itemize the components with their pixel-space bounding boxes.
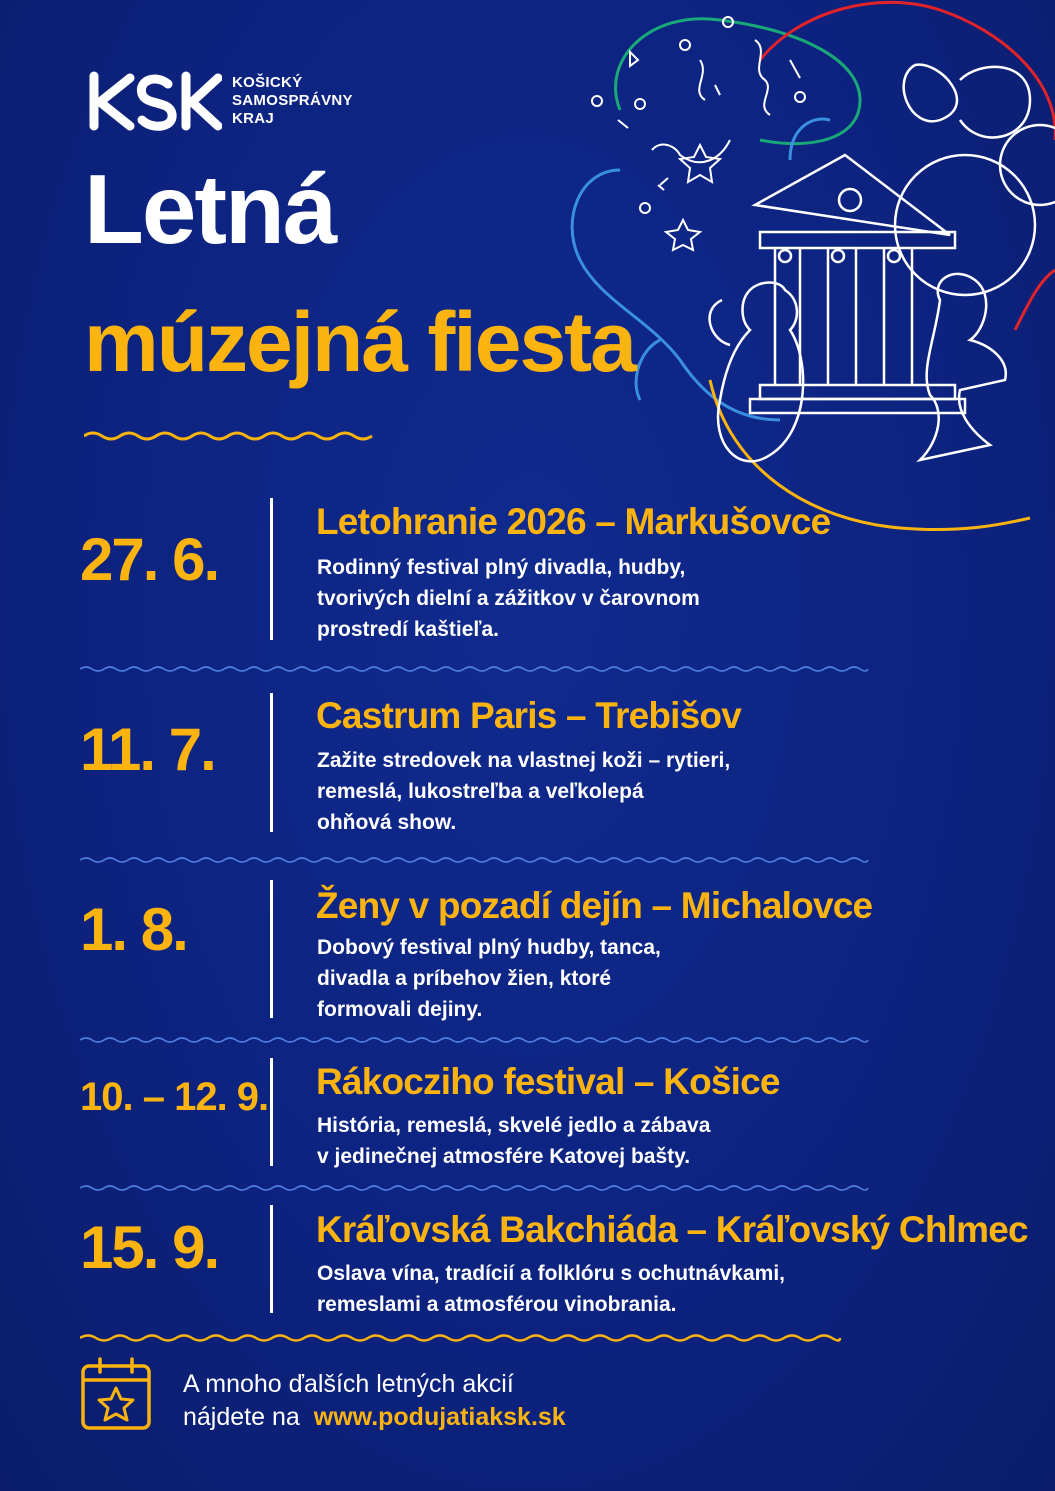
event-desc-line: História, remeslá, skvelé jedlo a zábava (317, 1114, 711, 1137)
website-link[interactable]: www.podujatiaksk.sk (313, 1403, 566, 1431)
footer-line1: A mnoho ďalších letných akcií (183, 1370, 514, 1398)
blue-arc-2 (636, 340, 660, 400)
footer-line2-prefix: nájdete na (183, 1403, 300, 1431)
event-date: 11. 7. (80, 716, 215, 783)
white-loops (904, 65, 1030, 138)
event-date: 1. 8. (80, 896, 187, 963)
event-desc-line: Rodinný festival plný divadla, hudby, (317, 556, 686, 579)
event-desc-line: prostredí kaštieľa. (317, 618, 499, 641)
footer-wave-divider (80, 1330, 845, 1346)
footer-text (183, 1368, 566, 1434)
event-date: 27. 6. (80, 526, 219, 593)
event-divider-line (270, 1205, 273, 1313)
red-arc-2 (1015, 270, 1055, 330)
logo-line: KOŠICKÝ (232, 74, 303, 91)
green-arc (616, 19, 860, 144)
event-desc-line: Dobový festival plný hudby, tanca, (317, 936, 661, 959)
title-wave-divider (84, 428, 374, 444)
event-divider-line (270, 498, 273, 640)
event-title: Rákocziho festival – Košice (316, 1061, 780, 1102)
ksk-logo-mark (86, 66, 222, 136)
event-description (317, 745, 730, 838)
event-separator (80, 854, 870, 866)
event-desc-line: Zažite stredovek na vlastnej koži – rytieri, (317, 749, 731, 772)
event-desc-line: formovali dejiny. (317, 998, 483, 1021)
event-title: Letohranie 2026 – Markušovce (316, 501, 831, 542)
page-title-line2: múzejná fiesta (84, 295, 635, 389)
ksk-logo (86, 66, 353, 136)
temple-icon (750, 155, 965, 413)
footer-line2 (183, 1401, 566, 1434)
event-title: Kráľovská Bakchiáda – Kráľovský Chlmec (316, 1209, 1028, 1250)
logo-line: SAMOSPRÁVNY (232, 92, 353, 109)
event-date: 15. 9. (80, 1214, 219, 1281)
event-description (317, 1110, 710, 1172)
event-title: Castrum Paris – Trebišov (316, 695, 741, 736)
event-desc-line: divadla a príbehov žien, ktoré (317, 967, 612, 990)
event-desc-line: tvorivých dielní a zážitkov v čarovnom (317, 587, 700, 610)
event-desc-line: remeslá, lukostreľba a veľkolepá (317, 780, 644, 803)
bust-icon (920, 274, 1006, 460)
event-title: Ženy v pozadí dejín – Michalovce (316, 885, 873, 926)
event-desc-line: remeslami a atmosférou vinobrania. (317, 1293, 677, 1316)
museum-illustration (560, 0, 1055, 540)
event-date: 10. – 12. 9. (80, 1075, 269, 1119)
event-description (317, 1258, 785, 1320)
event-desc-line: v jedinečnej atmosfére Katovej bašty. (317, 1145, 691, 1168)
event-divider-line (270, 693, 273, 832)
vase-icon (710, 283, 804, 462)
event-divider-line (270, 1058, 273, 1166)
event-description (317, 932, 661, 1025)
confetti (592, 17, 805, 250)
event-description (317, 552, 700, 645)
logo-line: KRAJ (232, 110, 275, 127)
event-desc-line: Oslava vína, tradícií a folklóru s ochutnávkami, (317, 1262, 785, 1285)
event-separator (80, 663, 870, 675)
event-separator (80, 1182, 870, 1194)
page-title-line1: Letná (84, 154, 336, 264)
calendar-star-icon (80, 1356, 152, 1432)
event-divider-line (270, 880, 273, 1018)
logo-text (232, 74, 353, 128)
event-separator (80, 1034, 870, 1046)
event-desc-line: ohňová show. (317, 811, 457, 834)
